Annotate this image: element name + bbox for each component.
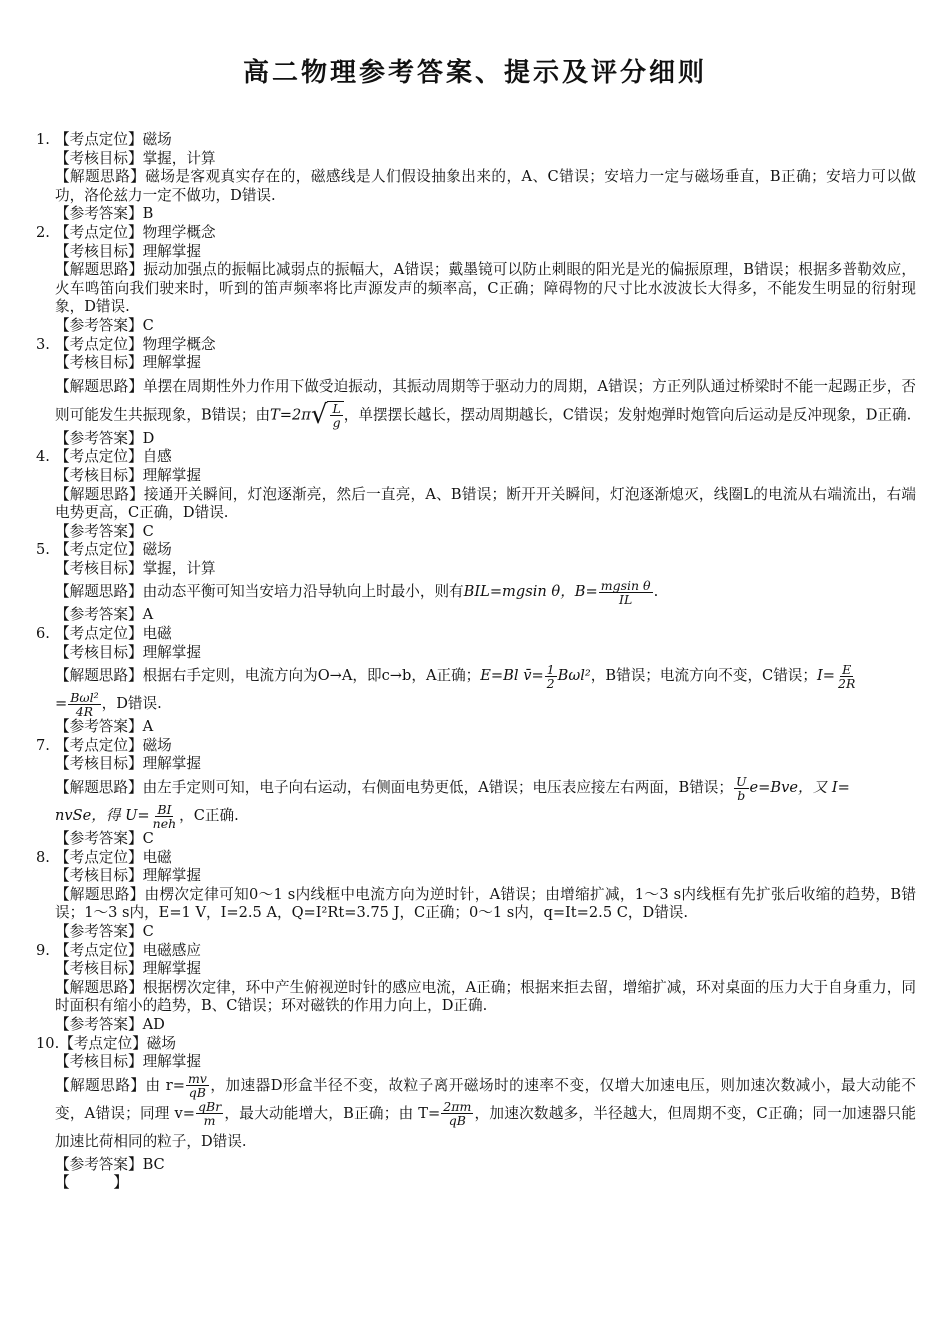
analysis-part: .	[653, 583, 659, 601]
fraction	[68, 691, 100, 718]
question-number: 7.	[36, 736, 50, 754]
fraction	[441, 1100, 473, 1127]
fraction	[545, 663, 557, 690]
answer-line: 【参考答案】C	[55, 316, 154, 334]
analysis-text: 【解题思路】根据楞次定律，环中产生俯视逆时针的感应电流，A正确；根据来拒去留，增缩扩减，环对桌面的压力大于自身重力，同时面积有缩小的趋势，B、C错误；环对磁铁的作用力向上，D正确.	[55, 978, 916, 1015]
question-number: 5.	[36, 541, 50, 559]
equation: nvSe，得 U=	[55, 807, 150, 825]
numerator: mv	[187, 1071, 207, 1087]
analysis-part: ，最大动能增大，B正确；由 T=	[224, 1104, 441, 1122]
denominator: b	[737, 787, 746, 803]
point-line: 【考点定位】磁场	[59, 1034, 176, 1052]
question-number: 9.	[36, 941, 50, 959]
numerator: U	[736, 773, 747, 789]
analysis-text: 【解题思路】振动加强点的振幅比减弱点的振幅大，A错误；戴墨镜可以防止刺眼的阳光是光的偏振原理，B错误；根据多普勒效应，火车鸣笛向我们驶来时，听到的笛声频率将比声源发声的频率高，C正确；障碍物的尺寸比水波波长大得多，不能发生明显的衍射现象，D错误.	[55, 261, 916, 316]
equation: e=Bve，又 I=	[749, 779, 850, 797]
target-line: 【考核目标】理解掌握	[55, 755, 201, 773]
question-3	[36, 336, 916, 449]
target-line: 【考核目标】理解掌握	[55, 242, 201, 260]
question-7	[36, 737, 916, 849]
denominator: qB	[188, 1085, 206, 1101]
numerator: Bωl²	[70, 689, 99, 705]
question-number: 10.	[36, 1034, 60, 1052]
question-4	[36, 448, 916, 541]
denominator: 2R	[838, 675, 856, 691]
target-line: 【考核目标】掌握，计算	[55, 559, 216, 577]
page-title: 高二物理参考答案、提示及评分细则	[242, 58, 707, 88]
question-number: 1.	[36, 131, 50, 148]
fraction	[196, 1100, 223, 1127]
question-8	[36, 849, 916, 942]
fraction	[151, 803, 179, 830]
equation: E=Bl v̄=	[480, 667, 544, 685]
radical-sign: √	[310, 400, 328, 431]
analysis-text: 【解题思路】接通开关瞬间，灯泡逐渐亮，然后一直亮，A、B错误；断开开关瞬间，灯泡逐渐熄灭，线圈L的电流从右端流出，右端电势更高，C正确，D错误.	[55, 485, 916, 522]
denominator: 2	[546, 675, 555, 691]
analysis-part: ，B错误；电流方向不变，C错误；	[590, 667, 817, 685]
denominator: IL	[619, 591, 633, 607]
analysis-part: 【解题思路】由 r=	[55, 1076, 185, 1094]
fraction	[836, 663, 857, 690]
question-1	[36, 131, 916, 224]
question-number: 8.	[36, 848, 50, 866]
denominator: 4R	[75, 703, 94, 719]
sqrt-formula	[311, 401, 344, 430]
numerator: L	[332, 401, 341, 417]
point-line: 【考点定位】电磁	[55, 625, 172, 643]
answer-line: 【参考答案】D	[55, 429, 155, 447]
answer-content	[36, 131, 916, 1193]
blank-bracket: 【 】	[55, 1174, 128, 1192]
point-line: 【考点定位】物理学概念	[55, 335, 216, 353]
equation: BIL=mgsin θ，B=	[463, 583, 598, 601]
answer-line: 【参考答案】C	[55, 923, 154, 940]
fraction	[599, 579, 653, 606]
fraction	[734, 775, 749, 802]
formula-period: T=2π	[270, 406, 311, 424]
analysis-part: 【解题思路】根据右手定则，电流方向为O→A，即c→b，A正确；	[55, 667, 481, 685]
point-line: 【考点定位】磁场	[55, 541, 172, 559]
fraction	[330, 402, 342, 429]
target-line: 【考核目标】理解掌握	[55, 354, 201, 372]
question-6	[36, 625, 916, 737]
analysis-text	[36, 662, 916, 718]
numerator: 2πm	[443, 1099, 472, 1115]
answer-line: 【参考答案】A	[55, 718, 154, 736]
point-line: 【考点定位】自感	[55, 448, 172, 466]
answer-line: 【参考答案】BC	[55, 1155, 165, 1173]
target-line: 【考核目标】理解掌握	[55, 643, 201, 661]
analysis-part: ，C正确.	[179, 807, 239, 825]
target-line: 【考核目标】理解掌握	[55, 466, 201, 484]
analysis-part: ，加速器D形盒半径不变，故粒子离开磁场时的速率不变，仅增大加速电压，则加速次数减小，最大动能不变，A错误；同理 v=	[55, 1076, 916, 1122]
denominator: g	[332, 415, 341, 431]
equation: Bωl²	[557, 667, 591, 685]
answer-line: 【参考答案】C	[55, 522, 154, 540]
numerator: mgsin θ	[600, 577, 651, 593]
fraction	[186, 1072, 209, 1099]
analysis-text: 【解题思路】由楞次定律可知0～1 s内线框中电流方向为逆时针，A错误；由增缩扩减，1～3 s内线框有先扩张后收缩的趋势，B错误；1～3 s内，E=1 V，I=2.5 A，Q=I²Rt=3.75 J，C正确；0～1 s内，q=It=2.5 C，D错误.	[55, 885, 916, 922]
point-line: 【考点定位】磁场	[55, 736, 172, 754]
analysis-text: 【解题思路】磁场是客观真实存在的，磁感线是人们假设抽象出来的，A、C错误；安培力一定与磁场垂直，B正确；安培力可以做功，洛伦兹力一定不做功，D错误.	[55, 168, 916, 204]
analysis-text	[36, 578, 916, 606]
analysis-part: 【解题思路】单摆在周期性外力作用下做受迫振动，其振动周期等于驱动力的周期，A错误；方正列队通过桥梁时不能一起踢正步，否则可能发生共振现象，B错误；由	[55, 377, 916, 424]
denominator: m	[203, 1113, 216, 1129]
question-number: 6.	[36, 625, 50, 643]
equation: =	[55, 695, 68, 713]
analysis-part: ，加速次数越多，半径越大，但周期不变，C正确；同一加速器只能加速比荷相同的粒子，D错误.	[55, 1104, 917, 1150]
numerator: E	[842, 661, 852, 677]
analysis-text	[36, 774, 916, 830]
analysis-part: 【解题思路】由动态平衡可知当安培力沿导轨向上时最小，则有	[55, 583, 464, 601]
target-line: 【考核目标】理解掌握	[55, 960, 201, 978]
answer-line: 【参考答案】C	[55, 830, 154, 848]
answer-line: 【参考答案】A	[55, 606, 154, 624]
target-line: 【考核目标】理解掌握	[55, 867, 201, 885]
numerator: 1	[546, 661, 555, 677]
target-line: 【考核目标】理解掌握	[55, 1053, 201, 1071]
analysis-part: 【解题思路】由左手定则可知，电子向右运动，右侧面电势更低，A错误；电压表应接左右两面，B错误；	[55, 779, 733, 797]
radicand	[327, 401, 343, 430]
equation: I=	[817, 667, 835, 685]
question-5	[36, 541, 916, 625]
target-line: 【考核目标】掌握，计算	[55, 149, 216, 167]
numerator: qBr	[198, 1099, 222, 1115]
denominator: qB	[448, 1113, 466, 1129]
question-10	[36, 1035, 916, 1193]
point-line: 【考点定位】电磁	[55, 848, 172, 866]
analysis-part: ，单摆摆长越长，摆动周期越长，C错误；发射炮弹时炮管向后运动是反冲现象，D正确.	[343, 406, 912, 424]
point-line: 【考点定位】电磁感应	[55, 941, 201, 959]
question-number: 2.	[36, 223, 50, 241]
numerator: BI	[157, 801, 172, 817]
point-line: 【考点定位】物理学概念	[55, 223, 216, 241]
analysis-text	[36, 373, 916, 430]
point-line: 【考点定位】磁场	[55, 131, 172, 148]
analysis-part: ，D错误.	[101, 695, 162, 713]
question-9	[36, 942, 916, 1035]
answer-line: 【参考答案】AD	[55, 1015, 165, 1033]
analysis-text	[36, 1072, 916, 1156]
answer-line: 【参考答案】B	[55, 205, 154, 223]
question-number: 3.	[36, 335, 50, 353]
question-number: 4.	[36, 448, 50, 466]
question-2	[36, 224, 916, 336]
denominator: neh	[152, 815, 177, 831]
